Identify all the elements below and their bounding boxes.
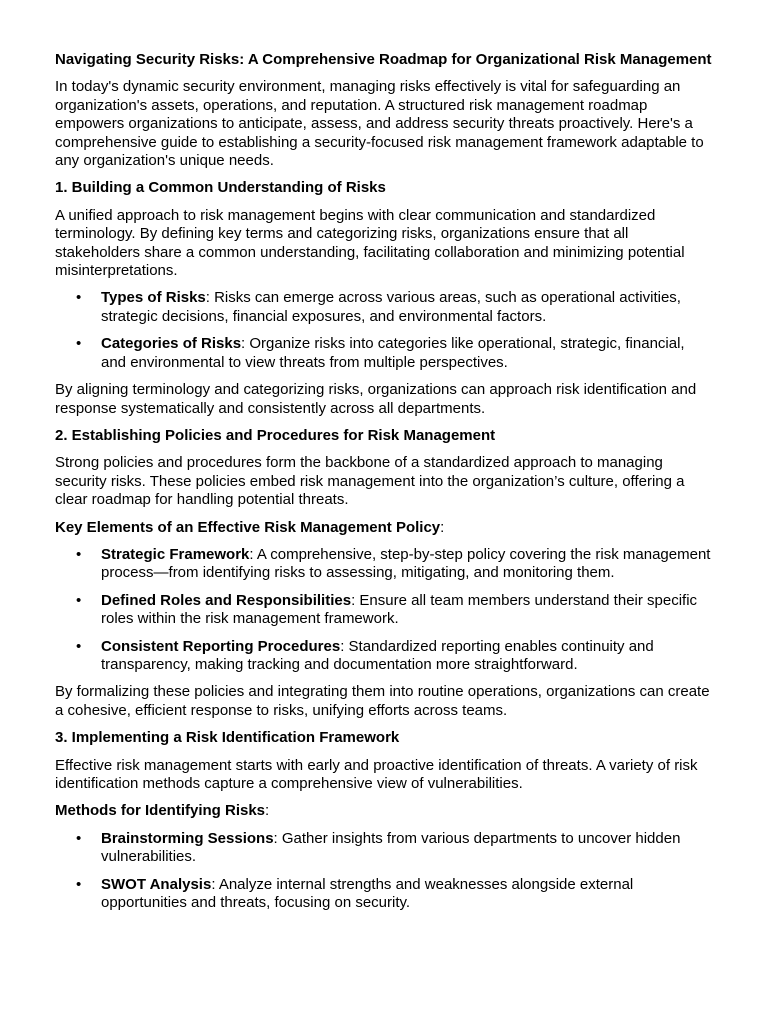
list-item bbox=[55, 592, 713, 629]
list-item-text: : Gather insights from various departments to uncover hidden vulnerabilities. bbox=[101, 829, 681, 866]
list-item bbox=[55, 830, 713, 867]
section-3-subheading bbox=[55, 802, 713, 820]
list-item bbox=[55, 335, 713, 372]
section-1-bullet-list bbox=[55, 289, 713, 372]
list-item-term: Defined Roles and Responsibilities bbox=[101, 591, 352, 609]
list-item-term: SWOT Analysis bbox=[101, 875, 212, 893]
list-item-text: : Risks can emerge across various areas, such as operational activities, strategic decisions, financial exposures, and environmental factors. bbox=[101, 289, 681, 325]
list-item-term: Categories of Risks bbox=[101, 335, 242, 353]
list-item-text: : Organize risks into categories like operational, strategic, financial, and environmental to view threats from multiple perspectives. bbox=[101, 335, 685, 371]
subheading-suffix: : bbox=[440, 518, 445, 536]
section-3-heading: 3. Implementing a Risk Identification Framework bbox=[55, 729, 400, 747]
section-2-bullet-list bbox=[55, 546, 713, 674]
section-2-subheading bbox=[55, 519, 713, 537]
list-item-text: : Standardized reporting enables continuity and transparency, making tracking and documentation more straightforward. bbox=[101, 637, 654, 673]
section-2-heading: 2. Establishing Policies and Procedures for Risk Management bbox=[55, 426, 496, 444]
document-title: Navigating Security Risks: A Comprehensive Roadmap for Organizational Risk Management bbox=[55, 51, 712, 68]
list-item bbox=[55, 876, 713, 913]
subheading-suffix: : bbox=[265, 802, 270, 820]
subheading-text: Methods for Identifying Risks bbox=[55, 802, 266, 820]
subheading-text: Key Elements of an Effective Risk Management Policy bbox=[55, 518, 441, 536]
section-2-paragraph-2: By formalizing these policies and integrating them into routine operations, organizations can create a cohesive, efficient response to risks, unifying efforts across teams. bbox=[55, 683, 710, 719]
list-item bbox=[55, 546, 713, 583]
section-1-heading: 1. Building a Common Understanding of Risks bbox=[55, 179, 386, 197]
section-3-bullet-list bbox=[55, 830, 713, 913]
section-3-paragraph-1: Effective risk management starts with early and proactive identification of threats. A variety of risk identification methods capture a comprehensive view of vulnerabilities. bbox=[55, 756, 698, 792]
list-item-term: Strategic Framework bbox=[101, 545, 250, 563]
list-item bbox=[55, 638, 713, 675]
section-2-paragraph-1: Strong policies and procedures form the backbone of a standardized approach to managing security risks. These policies embed risk management into the organization’s culture, offering a clear roadmap for handling potential threats. bbox=[55, 454, 685, 509]
list-item-text: : Ensure all team members understand their specific roles within the risk management framework. bbox=[101, 591, 698, 628]
list-item-term: Consistent Reporting Procedures bbox=[101, 637, 341, 655]
list-item bbox=[55, 289, 713, 326]
list-item-term: Types of Risks bbox=[101, 289, 206, 307]
list-item-term: Brainstorming Sessions bbox=[101, 829, 274, 847]
section-1-paragraph-2: By aligning terminology and categorizing risks, organizations can approach risk identification and response systematically and consistently across all departments. bbox=[55, 381, 697, 417]
intro-paragraph: In today's dynamic security environment, managing risks effectively is vital for safeguarding an organization's assets, operations, and reputation. A structured risk management roadmap empowers organizations to anticipate, assess, and address security threats proactively. Here's a comprehensive guide to establishing a security-focused risk management framework adaptable to any organization's unique needs. bbox=[55, 78, 704, 170]
list-item-text: : Analyze internal strengths and weaknesses alongside external opportunities and threats, focusing on security. bbox=[101, 875, 634, 912]
list-item-text: : A comprehensive, step-by-step policy covering the risk management process—from identifying risks to assessing, mitigating, and monitoring them. bbox=[101, 545, 711, 582]
section-1-paragraph-1: A unified approach to risk management begins with clear communication and standardized terminology. By defining key terms and categorizing risks, organizations ensure that all stakeholders share a common understanding, facilitating collaboration and minimizing potential misinterpretations. bbox=[55, 206, 685, 280]
